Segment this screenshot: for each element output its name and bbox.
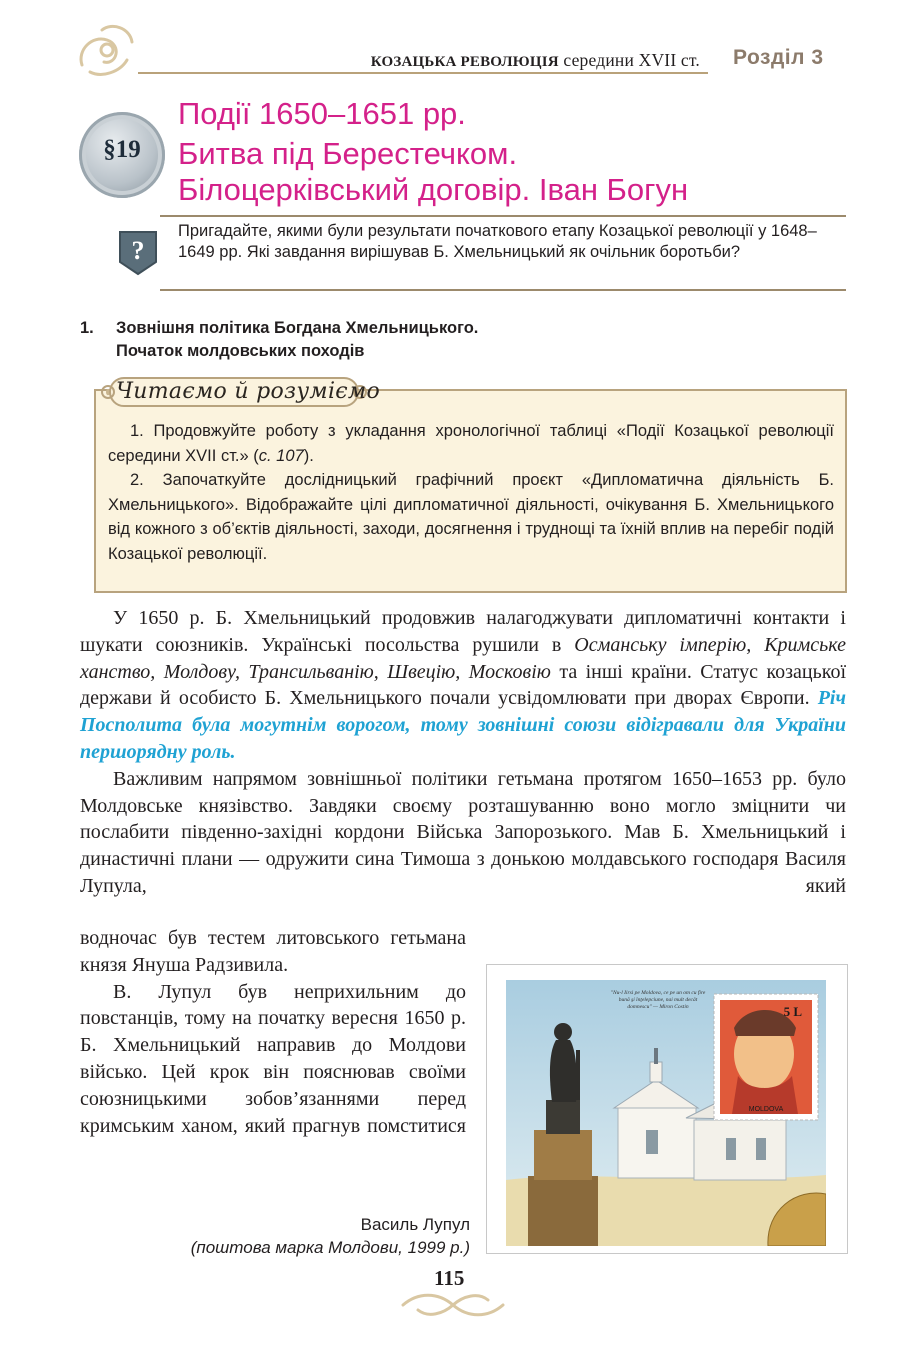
highlighted-statement: Річ Посполита була могутнім ворогом, тому зовнішні союзи відігравали для України першорядну роль. (80, 687, 846, 763)
reading-tasks (108, 419, 834, 566)
running-head: КОЗАЦЬКА РЕВОЛЮЦІЯ середини XVII ст. (370, 50, 700, 70)
corner-ornament (72, 20, 142, 80)
title-line-3: Білоцерківський договір. Іван Богун (178, 172, 689, 207)
body-text-wide (80, 605, 846, 900)
page-reference: с. 107 (258, 446, 304, 465)
question-bottom-rule (160, 289, 846, 291)
stamp-value: 5 L (783, 1004, 802, 1019)
caption-name: Василь Лупул (360, 1215, 470, 1234)
body-paragraph-1: У 1650 р. Б. Хмельницький продовжив налагоджувати дипломатичні контакти і шукати союзників. Українські посольства рушили в Османську імперію, Кримське ханство, Молдову, Трансильванію, Швецію, Московію та інші країни. Статус козацької держави й особисто Б. Хмельницького почали усвідомлювати при дворах Європи. Річ Посполита була могутнім ворогом, тому зовнішні союзи відігравали для України першорядну роль. (80, 607, 847, 763)
caption-note: (поштова марка Молдови, 1999 р.) (190, 1238, 470, 1257)
question-icon (116, 228, 160, 276)
body-paragraph-3: В. Лупул був неприхильним до повстанців, тому на початку вересня 1650 р. Б. Хмельницький направив до Молдови військо. Цей крок він пояснював своїми союзницькими зобов’язаннями перед кримським ханом, який прагнув помститися (80, 980, 466, 1137)
stamp-country: MOLDOVA (748, 1106, 784, 1113)
question-top-rule (160, 215, 846, 217)
header-rule (138, 72, 708, 74)
svg-text:?: ? (131, 236, 145, 265)
stamp-quote: "Nu-l Iirsi pe Moldova, ce pe un om cu fire bună şi înţelepciune, nai mult decât domnescu" — Miron Costin (610, 990, 706, 1010)
subsection-heading (80, 317, 478, 363)
page-number: 115 (434, 1266, 465, 1290)
figure-caption (191, 1213, 470, 1259)
bottom-ornament (398, 1290, 508, 1320)
title-line-1: Події 1650–1651 рр. (178, 96, 466, 131)
body-text-narrow (80, 925, 466, 1139)
question-text: Пригадайте, якими були результати початкового етапу Козацької революції у 1648–1649 рр. Які завдання вирішував Б. Хмельницький як очільник боротьби? (178, 222, 817, 261)
reading-task-1: 1. Продовжуйте роботу з укладання хронологічної таблиці «Події Козацької революції середини XVII ст.» (с. 107). (108, 422, 834, 465)
reading-task-2: 2. Започаткуйте дослідницький графічний проєкт «Дипломатична діяльність Б. Хмельницького». Відображайте цілі дипломатичної діяльності, очікування Б. Хмельницького від кожного з об’єктів діяльності, заходи, досягнення і труднощі та їхній вплив на перебіг подій Козацької революції. (108, 471, 834, 563)
countries-list: Османську імперію, Кримське ханство, Молдову, Трансильванію, Швецію, Московію (80, 633, 846, 683)
section-label: Розділ 3 (733, 46, 824, 69)
reading-label: Читаємо й розуміємо (116, 379, 380, 404)
paragraph-badge-label: §19 (103, 136, 141, 163)
subsection-title-line-1: Зовнішня політика Богдана Хмельницького. (116, 319, 479, 337)
body-paragraph-2: Важливим напрямом зовнішньої політики гетьмана протягом 1650–1653 рр. було Молдовське князівство. Завдяки своєму розташуванню воно могло зміцнити чи послабити південно-західні кордони Війська Запорозького. Мав Б. Хмельницький і династичні плани — одружити сина Тимоша з донькою молдавського господаря Василя Лупула, який (80, 767, 846, 897)
subsection-title-line-2: Початок молдовських походів (116, 342, 365, 360)
body-paragraph-2-continued: водночас був тестем литовського гетьмана князя Януша Радзивила. (80, 927, 466, 976)
stamp-illustration (506, 980, 826, 1246)
subsection-number: 1. (80, 319, 94, 337)
title-line-2: Битва під Берестечком. (178, 136, 518, 171)
